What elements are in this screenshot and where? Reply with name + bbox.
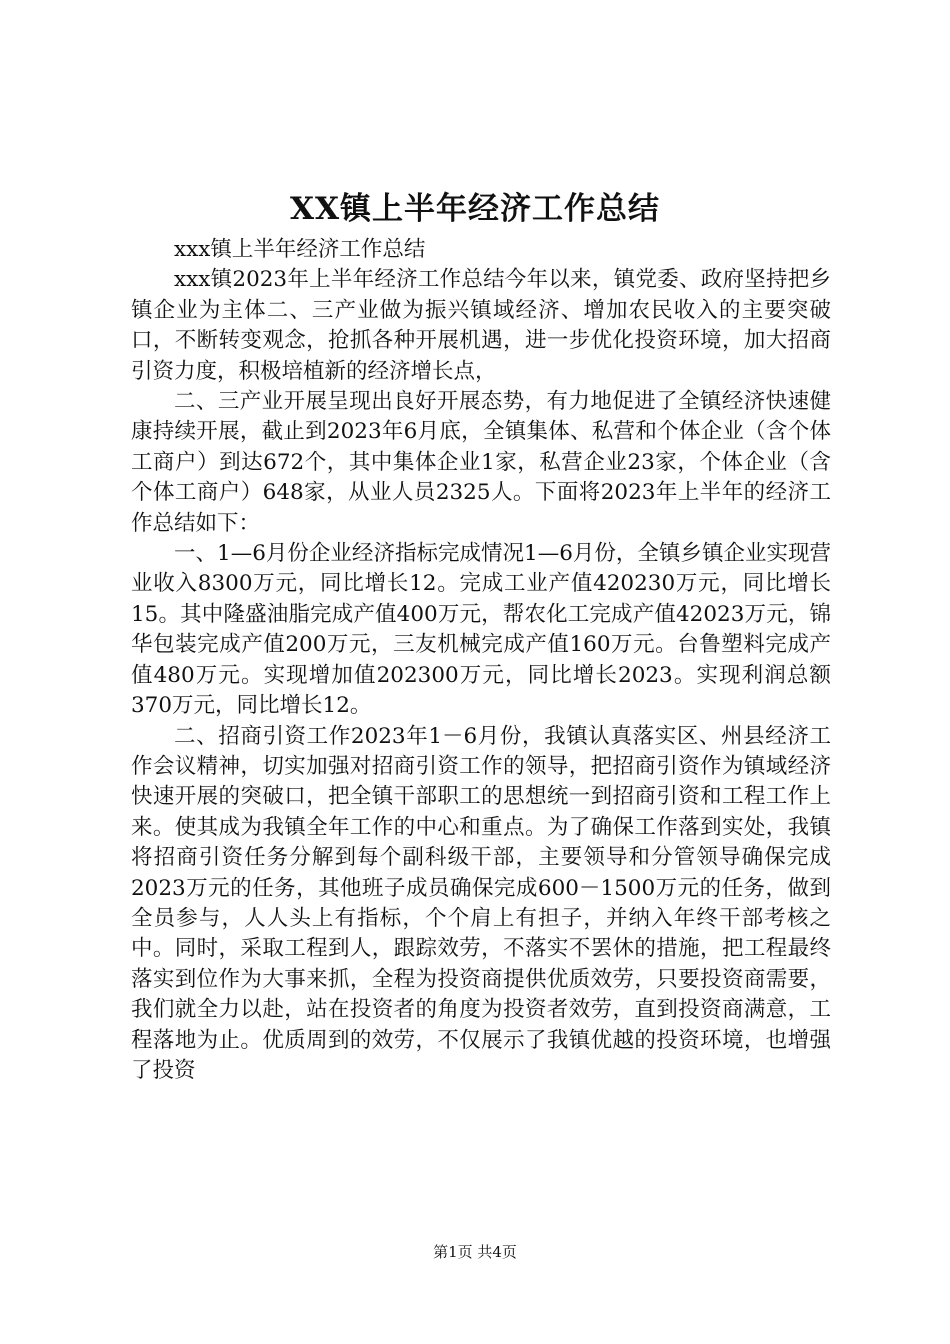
document-title: XX镇上半年经济工作总结 <box>289 191 661 227</box>
paragraph-subtitle: xxx镇上半年经济工作总结 <box>174 237 426 262</box>
paragraph-economic-indicators: 一、1—6月份企业经济指标完成情况1—6月份，全镇乡镇企业实现营业收入8300万元，同比增长12。完成工业产值420230万元，同比增长15。其中隆盛油脂完成产值400万元，帮农化工完成产值42023万元，锦华包装完成产值200万元，三友机械完成产值160万元。台鲁塑料完成产值480万元。实现增加值202300万元，同比增长2023。实现利润总额370万元，同比增长12。 <box>131 541 831 719</box>
page-number-footer: 第1页 共4页 <box>433 1243 517 1261</box>
paragraph-investment-promotion: 二、招商引资工作2023年1－6月份，我镇认真落实区、州县经济工作会议精神，切实加强对招商引资工作的领导，把招商引资作为镇域经济快速开展的突破口，把全镇干部职工的思想统一到招商引资和工程工作上来。使其成为我镇全年工作的中心和重点。为了确保工作落到实处，我镇将招商引资任务分解到每个副科级干部，主要领导和分管领导确保完成2023万元的任务，其他班子成员确保完成600－1500万元的任务，做到全员参与，人人头上有指标，个个肩上有担子，并纳入年终干部考核之中。同时，采取工程到人，跟踪效劳，不落实不罢休的措施，把工程最终落实到位作为大事来抓，全程为投资商提供优质效劳，只要投资商需要，我们就全力以赴，站在投资者的角度为投资者效劳，直到投资商满意，工程落地为止。优质周到的效劳，不仅展示了我镇优越的投资环境，也增强了投资 <box>131 723 831 1083</box>
paragraph-industry-overview: 二、三产业开展呈现出良好开展态势，有力地促进了全镇经济快速健康持续开展，截止到2023年6月底，全镇集体、私营和个体企业（含个体工商户）到达672个，其中集体企业1家，私营企业23家，个体企业（含个体工商户）648家，从业人员2325人。下面将2023年上半年的经济工作总结如下： <box>131 389 831 536</box>
document-body <box>131 235 831 1086</box>
paragraph-intro: xxx镇2023年上半年经济工作总结今年以来，镇党委、政府坚持把乡镇企业为主体二、三产业做为振兴镇域经济、增加农民收入的主要突破口，不断转变观念，抢抓各种开展机遇，进一步优化投资环境，加大招商引资力度，积极培植新的经济增长点， <box>131 267 831 384</box>
